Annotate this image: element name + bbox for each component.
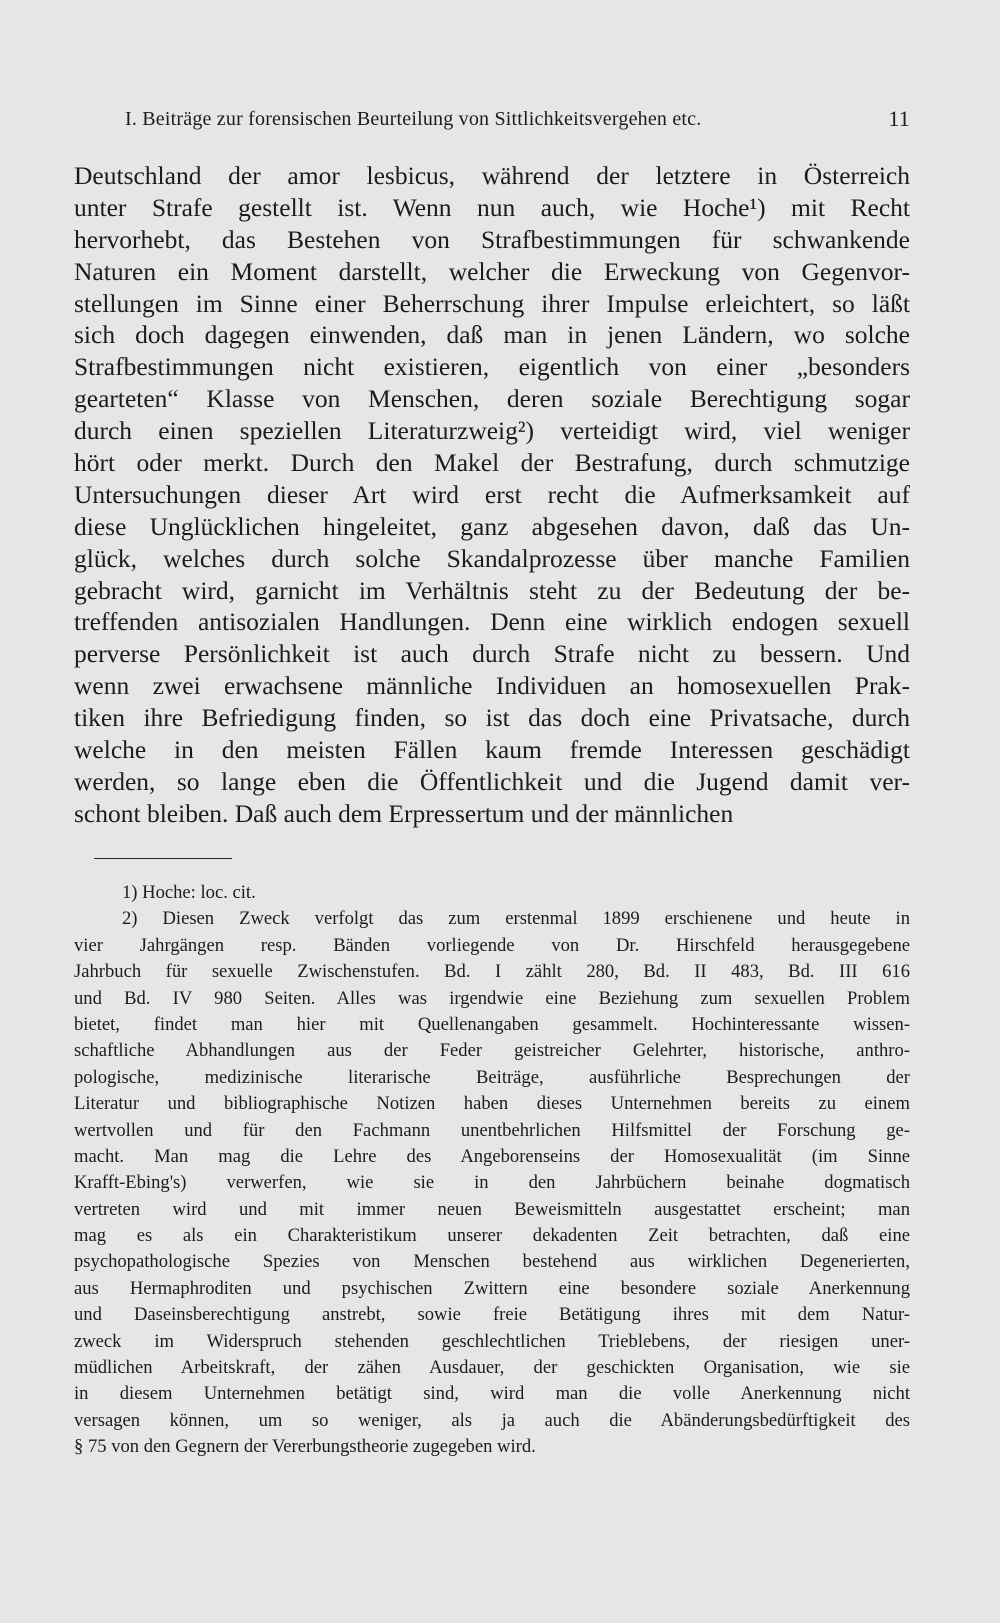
footnote-line: zweck im Widerspruch stehenden geschlechtlichen Trieblebens, der riesigen uner- [74, 1330, 910, 1352]
footnote-line: vertreten wird und mit immer neuen Beweismitteln ausgestattet erscheint; man [74, 1198, 910, 1220]
text-line: hervorhebt, das Bestehen von Strafbestimmungen für schwankende [74, 224, 910, 254]
footnote-line: bietet, findet man hier mit Quellenangaben gesammelt. Hochinteressante wissen- [74, 1013, 910, 1035]
text-line: gebracht wird, garnicht im Verhältnis steht zu der Bedeutung der be- [74, 575, 910, 605]
text-line: Naturen ein Moment darstellt, welcher die Erweckung von Gegenvor- [74, 256, 910, 286]
footnote-line: macht. Man mag die Lehre des Angeborenseins der Homosexualität (im Sinne [74, 1145, 910, 1167]
main-text [74, 160, 910, 830]
text-line: Untersuchungen dieser Art wird erst recht die Aufmerksamkeit auf [74, 479, 910, 509]
text-line: treffenden antisozialen Handlungen. Denn eine wirklich endogen sexuell [74, 607, 910, 637]
page-header [125, 108, 910, 131]
footnote-line: psychopathologische Spezies von Menschen bestehend aus wirklichen Degenerierten, [74, 1251, 910, 1273]
footnote-line: in diesem Unternehmen betätigt sind, wird man die volle Anerkennung nicht [74, 1383, 910, 1405]
text-line: welche in den meisten Fällen kaum fremde Interessen geschädigt [74, 735, 910, 765]
footnote-line: versagen können, um so weniger, als ja auch die Abänderungsbedürftigkeit des [74, 1409, 910, 1431]
footnote-line: wertvollen und für den Fachmann unentbehrlichen Hilfsmittel der Forschung ge- [74, 1119, 910, 1141]
text-line: hört oder merkt. Durch den Makel der Bestrafung, durch schmutzige [74, 448, 910, 478]
text-line: diese Unglücklichen hingeleitet, ganz abgesehen davon, daß das Un- [74, 511, 910, 541]
footnote-line: vier Jahrgängen resp. Bänden vorliegende von Dr. Hirschfeld herausgegebene [74, 934, 910, 956]
footnote-line: müdlichen Arbeitskraft, der zähen Ausdauer, der geschickten Organisation, wie sie [74, 1357, 910, 1379]
text-line: Deutschland der amor lesbicus, während der letztere in Österreich [74, 161, 910, 190]
text-line: glück, welches durch solche Skandalprozesse über manche Familien [74, 543, 910, 573]
footnotes [74, 880, 910, 1461]
text-line: gearteten“ Klasse von Menschen, deren soziale Berechtigung sogar [74, 384, 910, 414]
text-line: schont bleiben. Daß auch dem Erpressertum und der männlichen [74, 798, 734, 828]
text-line: Strafbestimmungen nicht existieren, eigentlich von einer „besonders [74, 352, 910, 382]
footnote-line: Literatur und bibliographische Notizen haben dieses Unternehmen bereits zu einem [74, 1093, 910, 1115]
text-line: werden, so lange eben die Öffentlichkeit und die Jugend damit ver- [74, 766, 910, 796]
text-line: stellungen im Sinne einer Beherrschung ihrer Impulse erleichtert, so läßt [74, 288, 910, 318]
footnote-line: pologische, medizinische literarische Beiträge, ausführliche Besprechungen der [74, 1066, 910, 1088]
text-line: sich doch dagegen einwenden, daß man in jenen Ländern, wo solche [74, 320, 910, 350]
footnote-line: und Bd. IV 980 Seiten. Alles was irgendwie eine Beziehung zum sexuellen Problem [74, 987, 910, 1009]
footnote-line: 2) Diesen Zweck verfolgt das zum erstenmal 1899 erschienene und heute in [122, 908, 910, 930]
page-number: 11 [888, 106, 910, 131]
running-title: I. Beiträge zur forensischen Beurteilung von Sittlichkeitsvergehen etc. [125, 108, 702, 130]
footnote-line: § 75 von den Gegnern der Vererbungstheorie zugegeben wird. [74, 1436, 536, 1458]
footnote-rule [94, 858, 232, 859]
footnote-line: aus Hermaphroditen und psychischen Zwittern eine besondere soziale Anerkennung [74, 1277, 910, 1299]
footnote-line: 1) Hoche: loc. cit. [122, 882, 256, 903]
text-line: unter Strafe gestellt ist. Wenn nun auch, wie Hoche¹) mit Recht [74, 192, 910, 222]
footnote-line: schaftliche Abhandlungen aus der Feder geistreicher Gelehrter, historische, anthro- [74, 1040, 910, 1062]
footnote-line: Krafft-Ebing's) verwerfen, wie sie in den Jahrbüchern beinahe dogmatisch [74, 1172, 910, 1194]
footnote-line: und Daseinsberechtigung anstrebt, sowie freie Betätigung ihres mit dem Natur- [74, 1304, 910, 1326]
text-line: tiken ihre Befriedigung finden, so ist das doch eine Privatsache, durch [74, 703, 910, 733]
footnote-line: mag es als ein Charakteristikum unserer dekadenten Zeit betrachten, daß eine [74, 1225, 910, 1247]
text-line: durch einen speziellen Literaturzweig²) verteidigt wird, viel weniger [74, 416, 910, 446]
text-line: perverse Persönlichkeit ist auch durch Strafe nicht zu bessern. Und [74, 639, 910, 669]
text-line: wenn zwei erwachsene männliche Individuen an homosexuellen Prak- [74, 671, 910, 701]
footnote-line: Jahrbuch für sexuelle Zwischenstufen. Bd. I zählt 280, Bd. II 483, Bd. III 616 [74, 961, 910, 983]
